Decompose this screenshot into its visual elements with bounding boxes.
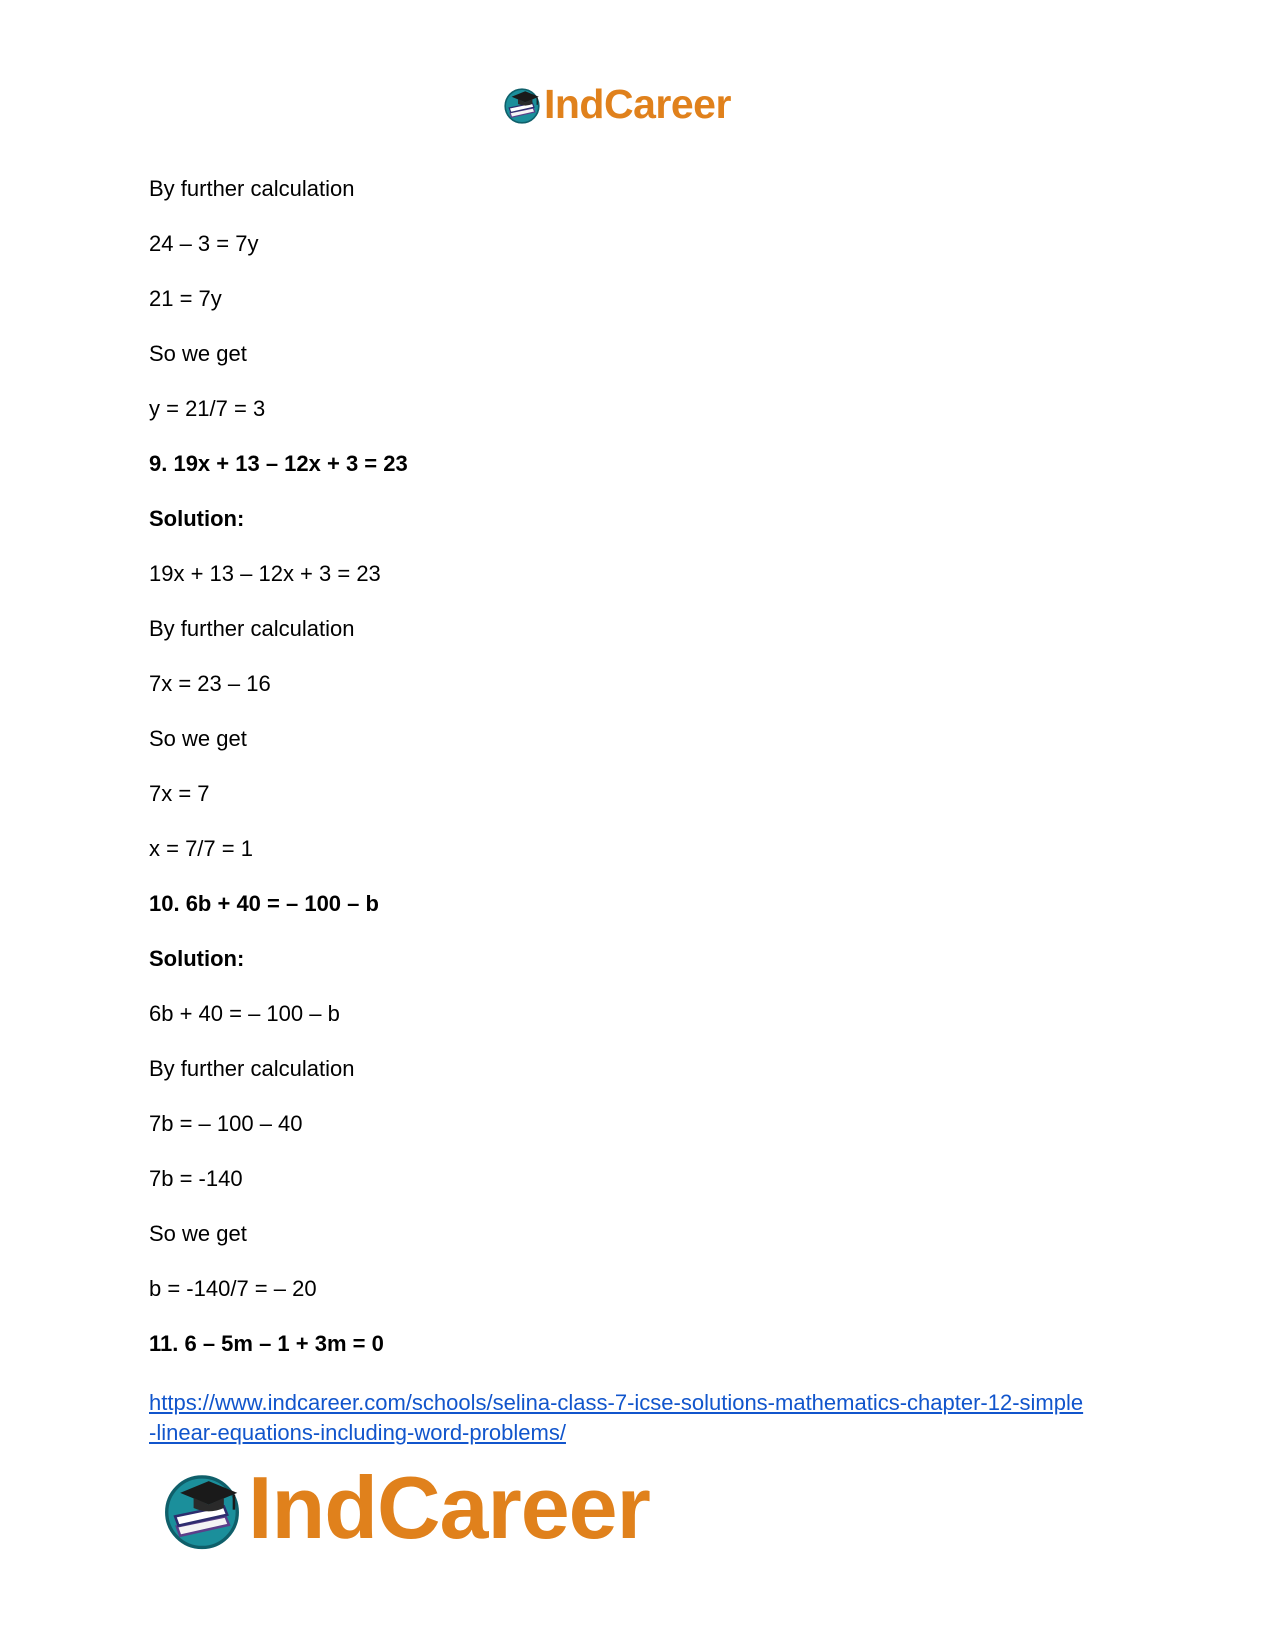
graduation-cap-books-globe-icon (502, 84, 542, 124)
text-line: 7b = -140 (149, 1166, 243, 1191)
logo-text: IndCareer (544, 80, 731, 127)
text-line: So we get (149, 341, 247, 366)
heading-line: Solution: (149, 946, 245, 971)
text-line: b = -140/7 = – 20 (149, 1276, 317, 1301)
source-link-line-2[interactable]: -linear-equations-including-word-problems/ (149, 1420, 566, 1445)
text-line: 19x + 13 – 12x + 3 = 23 (149, 561, 381, 586)
text-line: 6b + 40 = – 100 – b (149, 1001, 340, 1026)
text-line: So we get (149, 726, 247, 751)
text-line: 7x = 23 – 16 (149, 671, 271, 696)
text-line: 21 = 7y (149, 286, 222, 311)
source-link[interactable] (149, 1388, 1139, 1448)
text-line: By further calculation (149, 176, 355, 201)
logo-text: IndCareer (248, 1458, 650, 1557)
text-line: 7b = – 100 – 40 (149, 1111, 303, 1136)
footer-logo (160, 1458, 650, 1557)
heading-line: 10. 6b + 40 = – 100 – b (149, 891, 379, 916)
solution-content (149, 176, 1129, 1386)
graduation-cap-books-globe-icon (160, 1466, 244, 1550)
text-line: By further calculation (149, 1056, 355, 1081)
heading-line: 11. 6 – 5m – 1 + 3m = 0 (149, 1331, 384, 1356)
heading-line: 9. 19x + 13 – 12x + 3 = 23 (149, 451, 408, 476)
text-line: 7x = 7 (149, 781, 210, 806)
text-line: 24 – 3 = 7y (149, 231, 259, 256)
source-link-line-1[interactable]: https://www.indcareer.com/schools/selina-class-7-icse-solutions-mathematics-chapter-12-simple (149, 1390, 1084, 1415)
text-line: So we get (149, 1221, 247, 1246)
text-line: y = 21/7 = 3 (149, 396, 266, 421)
heading-line: Solution: (149, 506, 245, 531)
text-line: x = 7/7 = 1 (149, 836, 253, 861)
header-logo (502, 80, 731, 128)
text-line: By further calculation (149, 616, 355, 641)
